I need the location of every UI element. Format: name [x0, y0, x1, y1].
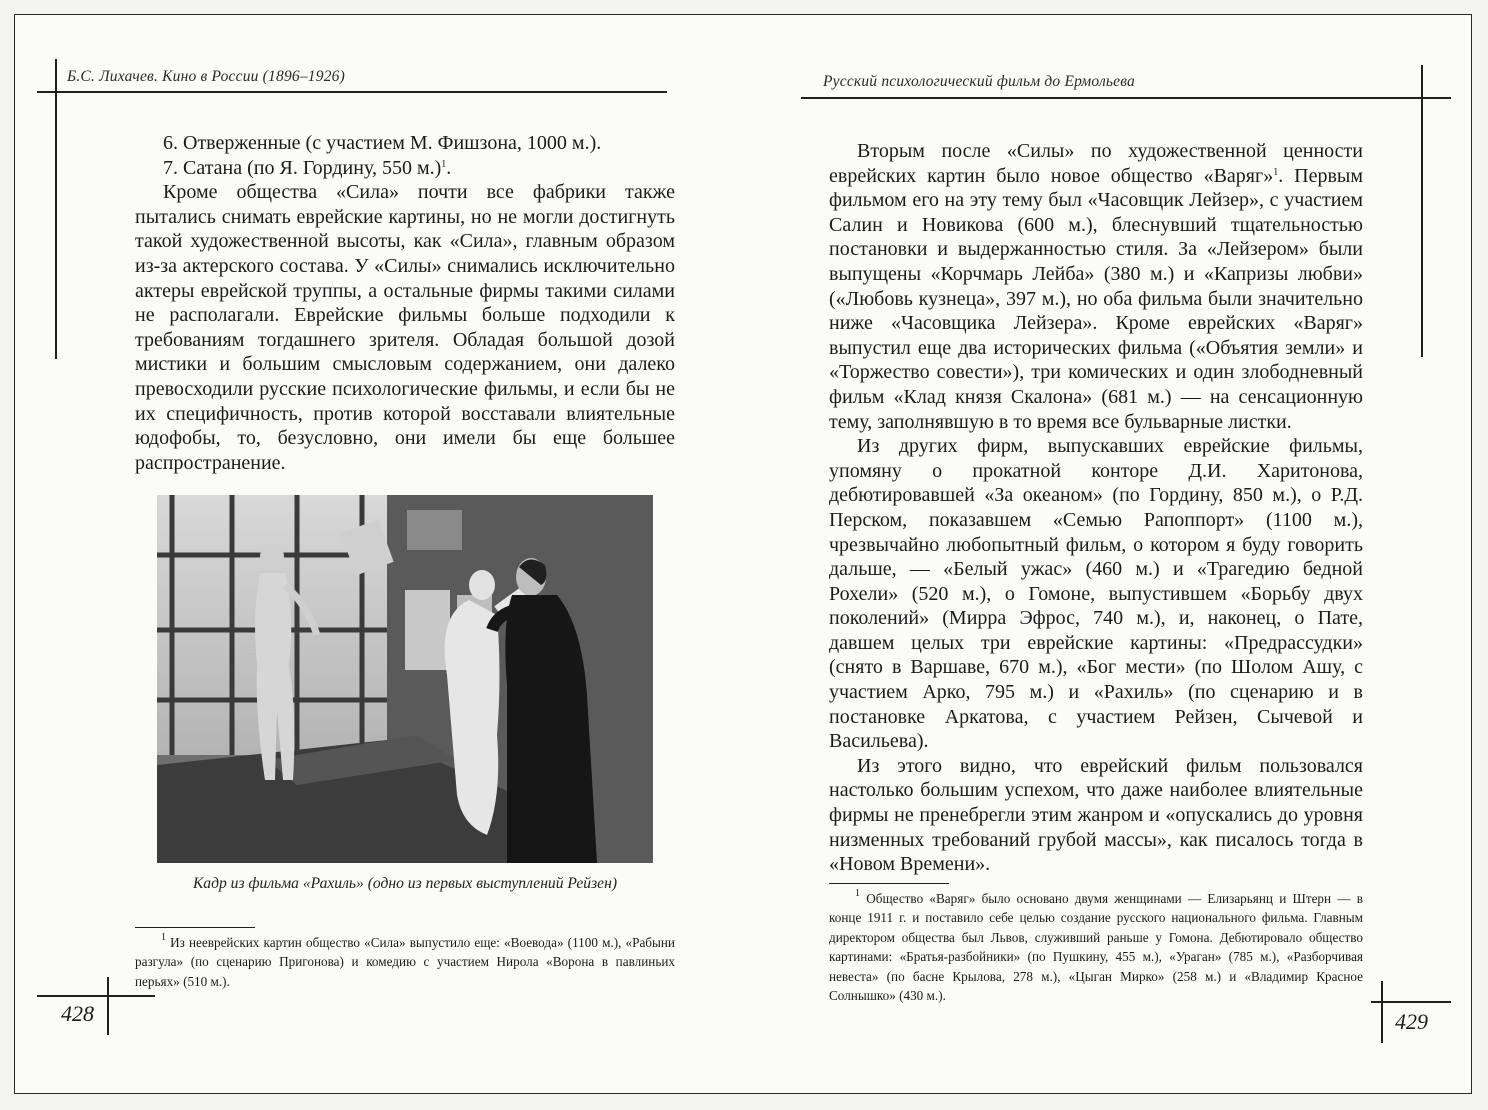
left-footnote-separator: [135, 927, 255, 928]
left-header-tick: [55, 59, 57, 359]
left-running-head: Б.С. Лихачев. Кино в России (1896–1926): [67, 68, 345, 85]
footnote-ref: 1: [441, 158, 447, 170]
right-footnote: $^1$ Общество «Варяг» было основано двумя женщинами — Елизарьянц и Штерн — в конце 1911 г. и поставило себе целью создание русского национального фильма. Главным директором общества был Львов, служивший раньше у Гомона. Дебютировало общество картинами: «Братья-разбойники» (по Пушкину, 455 м.), «Ураган» (785 м.), «Разборчивая невеста» (по басне Крылова, 278 м.), «Цыган Мирко» (258 м.) и «Владимир Красное Солнышко» (430 м.).: [829, 888, 1363, 1004]
left-footer-rule: [37, 995, 155, 997]
footnote-ref: 1: [1273, 166, 1279, 178]
left-text-column: [135, 131, 675, 475]
left-footer-tick: [107, 977, 109, 1035]
right-footer-tick: [1381, 981, 1383, 1043]
right-footnote-separator: [829, 883, 949, 884]
page-number-left: 428: [61, 1001, 94, 1026]
right-footer-rule: [1371, 1001, 1451, 1003]
list-item-7: 7. Сатана (по Я. Гордину, 550 м.)$^1$.: [163, 156, 452, 179]
right-header-rule: [801, 97, 1451, 99]
film-still-illustration: [157, 495, 653, 863]
page-number-right: 429: [1395, 1009, 1428, 1034]
left-footnote: $^1$ Из нееврейских картин общество «Сила» выпустило еще: «Воевода» (1100 м.), «Рабыни разгула» (по сценарию Пригонова) и комедию с участием Нирола «Ворона в павлиньих перьях» (510 м.).: [135, 932, 675, 989]
right-paragraph-2: Из других фирм, выпускавших еврейские фильмы, упомяну о прокатной конторе Д.И. Харитонова, дебютировавшей «За океаном» (по Гордину, 850 м.), о Р.Д. Перском, показавшем «Семью Рапоппорт» (1100 м.), чрезвычайно любопытный фильм, о котором я буду говорить дальше, — «Белый ужас» (460 м.) и «Трагедию бедной Рохели» (520 м.), о Гомоне, выпустившем «Борьбу двух поколений» (Мирра Эфрос, 740 м.), и, наконец, о Пате, давшем целых три еврейские картины: «Предрассудки» (снято в Варшаве, 670 м.), «Бог мести» (по Шолом Ашу, с участием Арко, 795 м.) и «Рахиль» (по сценарию и в постановке Аркатова, с участием Рейзен, Сычевой и Васильева).: [829, 435, 1363, 753]
body-paragraph: Кроме общества «Сила» почти все фабрики также пытались снимать еврейские картины, но не могли достигнуть такой художественной высоты, как «Сила», главным образом из-за актерского состава. У «Силы» снимались исключительно актеры еврейской труппы, а остальные фирмы такими силами не располагали. Еврейские фильмы больше подходили к требованиям тогдашнего зрителя. Обладая большой дозой мистики и большим смысловым содержанием, они далеко превосходили русские психологические фильмы, и если бы не их специфичность, против которой восставали влиятельные юдофобы, то, безусловно, они имели бы еще большее распространение.: [135, 181, 675, 474]
right-text-column: [829, 139, 1363, 877]
right-running-head: Русский психологический фильм до Ермольева: [823, 73, 1136, 90]
right-paragraph-1: Вторым после «Силы» по художественной ценности еврейских картин было новое общество «Варяг»$^1$. Первым фильмом его на эту тему был «Часовщик Лейзер», с участием Салин и Новикова (600 м.), блеснувший тщательностью постановки и выдержанностью стиля. За «Лейзером» были выпущены «Корчмарь Лейба» (380 м.) и «Капризы любви» («Любовь кузнеца», 397 м.), но оба фильма были значительно ниже «Часовщика Лейзера». Кроме еврейских «Варяг» выпустил еще два исторических фильма («Объятия земли» и «Торжество совести»), три комических и один злободневный фильм «Клад князя Скалона» (681 м.) — на сенсационную тему, заполнявшую в то время все бульварные листки.: [829, 140, 1364, 433]
footnote-marker: 1: [855, 888, 860, 899]
right-header-tick: [1421, 65, 1423, 357]
left-header-rule: [37, 91, 667, 93]
right-paragraph-3: Из этого видно, что еврейский фильм пользовался настолько большим успехом, что даже наиболее влиятельные фирмы не пренебрегли этим жанром и «опускались до уровня низменных требований грубой массы», как писалось тогда в «Новом Времени».: [829, 754, 1363, 876]
list-item-6: 6. Отверженные (с участием М. Фишзона, 1000 м.).: [163, 132, 602, 154]
book-spread: [14, 14, 1472, 1094]
figure-caption: Кадр из фильма «Рахиль» (одно из первых выступлений Рейзен): [192, 875, 618, 892]
film-still-image: [157, 495, 653, 863]
footnote-marker: 1: [161, 932, 166, 943]
